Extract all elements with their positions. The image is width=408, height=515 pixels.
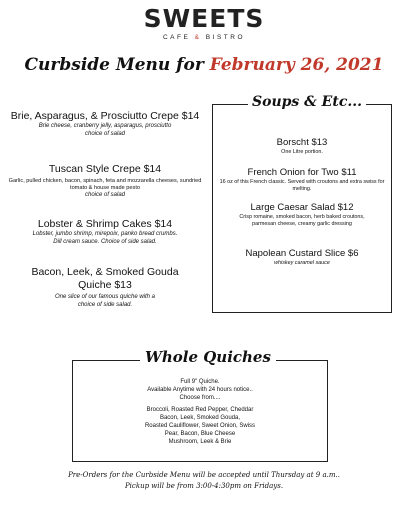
soup-item-napolean bbox=[216, 248, 388, 267]
soup-item-borscht bbox=[216, 137, 388, 156]
quiche-line: Bacon, Leek, Smoked Gouda, bbox=[159, 415, 241, 421]
menu-item-desc: Brie cheese, cranberry jelly, asparagus, prosciutto bbox=[38, 123, 172, 129]
quiche-line: Mushroom, Leek & Brie bbox=[168, 439, 232, 445]
menu-item-lobster-cakes bbox=[6, 218, 204, 246]
quiche-line: Full 9" Quiche. bbox=[180, 379, 220, 385]
title-prefix: Curbside Menu for bbox=[24, 55, 204, 75]
quiches-heading: Whole Quiches bbox=[140, 346, 276, 368]
soup-item-title: Large Caesar Salad $12 bbox=[250, 202, 354, 213]
logo-tagline-cafe: CAFE bbox=[162, 34, 191, 41]
quiche-line: Pear, Bacon, Blue Cheese bbox=[164, 431, 236, 437]
soup-item-desc: Crisp romaine, smoked bacon, herb baked croutons, parmesan cheese, creamy garlic dressing bbox=[239, 214, 365, 227]
menu-item-title: Lobster & Shrimp Cakes $14 bbox=[37, 218, 173, 230]
quiche-line: Choose from.... bbox=[179, 395, 221, 401]
soup-item-title: Napolean Custard Slice $6 bbox=[245, 248, 359, 259]
page-title bbox=[0, 55, 408, 75]
menu-item-desc: Garlic, pulled chicken, bacon, spinach, feta and mozzarella cheeses, sundried tomato & house made pesto bbox=[8, 178, 202, 192]
soup-item-desc: 16 oz of this French classic. Served with croutons and extra swiss for melting. bbox=[219, 179, 385, 192]
title-date: February 26, 2021 bbox=[209, 55, 384, 75]
soups-heading: Soups & Etc... bbox=[248, 92, 366, 112]
menu-item-note: choice of salad bbox=[84, 130, 126, 137]
quiche-line: Roasted Cauliflower, Sweet Onion, Swiss bbox=[144, 423, 256, 429]
menu-item-crepe-brie bbox=[6, 110, 204, 138]
menu-item-quiche-slice bbox=[6, 266, 204, 309]
logo-tagline-bistro: BISTRO bbox=[205, 34, 245, 41]
menu-item-crepe-tuscan bbox=[6, 163, 204, 200]
menu-item-title: Tuscan Style Crepe $14 bbox=[48, 163, 162, 175]
footer-line-preorder: Pre-Orders for the Curbside Menu will be accepted until Thursday at 9 a.m.. bbox=[68, 471, 340, 479]
menu-item-note: One slice of our famous quiche with a choice of side salad. bbox=[54, 294, 156, 308]
soup-item-desc: whiskey caramel sauce bbox=[274, 260, 330, 266]
soup-item-caesar bbox=[216, 202, 388, 228]
logo-tagline-amp: & bbox=[194, 34, 202, 41]
menu-item-note: choice of salad bbox=[84, 192, 126, 199]
footer-line-pickup: Pickup will be from 3:00-4:30pm on Fridays. bbox=[124, 482, 284, 490]
logo-name: SWEETS bbox=[143, 4, 265, 33]
soup-item-title: Borscht $13 bbox=[276, 137, 328, 148]
logo-tagline bbox=[0, 34, 408, 41]
footer-note bbox=[0, 470, 408, 492]
menu-item-note: Lobster, jumbo shrimp, mirepoix, panko bread crumbs. Dill cream sauce. Choice of side salad. bbox=[32, 231, 178, 245]
soup-item-desc: One Litre portion. bbox=[281, 149, 323, 155]
soup-item-title: French Onion for Two $11 bbox=[247, 167, 357, 178]
quiche-line: Broccoli, Roasted Red Pepper, Cheddar bbox=[146, 407, 254, 413]
menu-item-title: Brie, Asparagus, & Prosciutto Crepe $14 bbox=[10, 110, 200, 122]
quiche-line: Available Anytime with 24 hours notice.. bbox=[147, 387, 253, 393]
menu-item-title: Bacon, Leek, & Smoked Gouda Quiche $13 bbox=[31, 266, 179, 291]
soup-item-french-onion bbox=[216, 167, 388, 193]
